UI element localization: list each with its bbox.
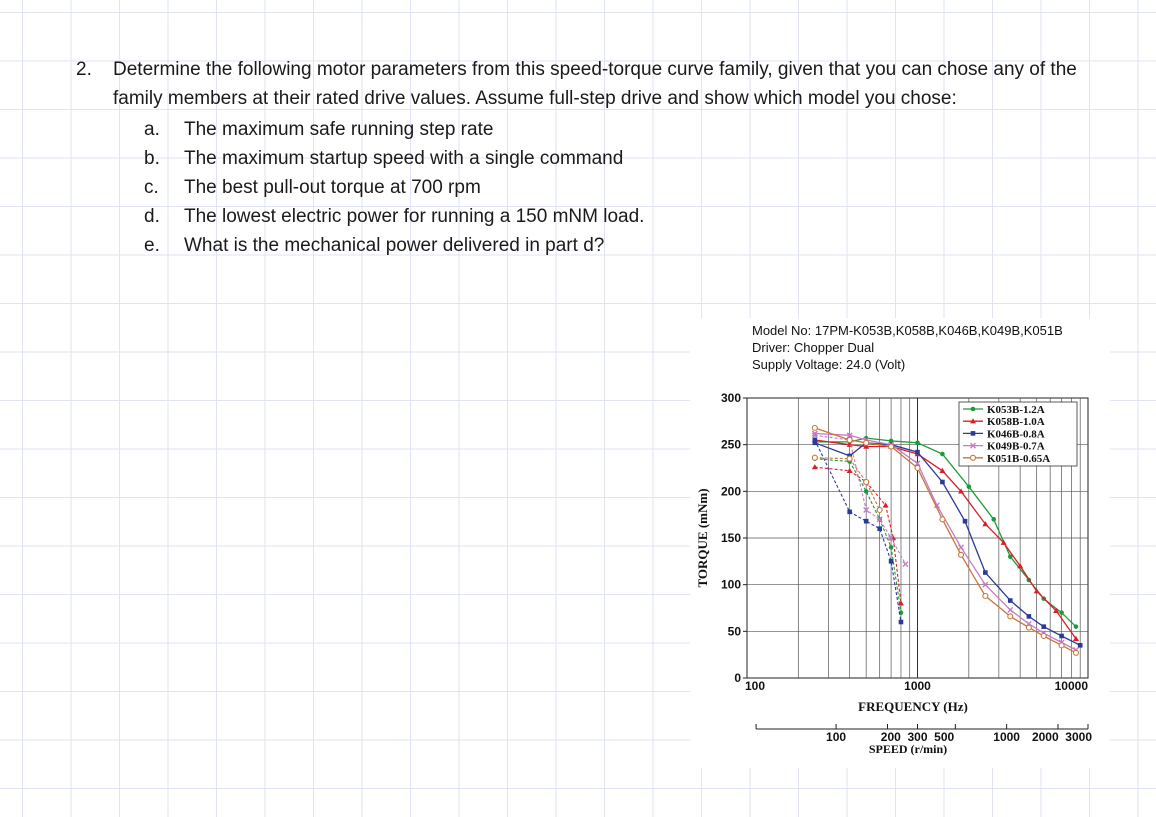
data-point-marker (940, 452, 945, 457)
data-point-marker (1008, 614, 1013, 619)
data-point-marker (889, 545, 894, 550)
question-item-label: e. (144, 235, 160, 256)
y-tick-label: 100 (720, 577, 741, 592)
data-point-marker (1027, 614, 1032, 619)
data-point-marker (864, 440, 869, 445)
data-point-marker (899, 620, 904, 625)
data-point-marker (1059, 610, 1064, 615)
legend-entry-label: K049B-0.7A (987, 440, 1045, 453)
legend-entry-label: K058B-1.0A (987, 416, 1045, 429)
x-axis-label: FREQUENCY (Hz) (858, 699, 968, 714)
question-header (76, 56, 1096, 113)
legend-entry-label: K053B-1.2A (987, 404, 1045, 416)
data-point-marker (877, 508, 882, 513)
question-item-text: The maximum startup speed with a single command (184, 148, 624, 169)
speed-torque-figure (690, 318, 1110, 768)
data-point-marker (813, 438, 818, 443)
data-point-marker (967, 484, 972, 489)
data-point-marker (1078, 643, 1083, 648)
data-point-marker (1008, 598, 1013, 603)
data-point-marker (959, 552, 964, 557)
figure-model-line: Model No: 17PM-K053B,K058B,K046B,K049B,K051B (752, 323, 1063, 338)
speed-tick-label: 2000 3000 (1031, 730, 1092, 744)
data-point-marker (864, 480, 869, 485)
data-point-marker (864, 519, 869, 524)
speed-tick-label: 100 (826, 730, 847, 744)
data-point-marker (1073, 650, 1078, 655)
data-point-marker (1059, 643, 1064, 648)
data-point-marker (1059, 634, 1064, 639)
data-point-marker (915, 450, 920, 455)
x-axis-ticks (745, 679, 1088, 693)
y-tick-label: 200 (720, 484, 741, 499)
legend-entry-label: K046B-0.8A (987, 428, 1045, 441)
data-point-marker (847, 456, 852, 461)
data-point-marker (991, 517, 996, 522)
y-tick-label: 50 (727, 624, 741, 639)
data-point-marker (812, 455, 817, 460)
data-point-marker (940, 480, 945, 485)
data-point-marker (971, 407, 976, 412)
y-axis-label: TORQUE (mNm) (695, 488, 710, 588)
data-point-marker (971, 431, 976, 436)
data-point-marker (963, 519, 968, 524)
question-number: 2. (76, 59, 92, 80)
question-block (76, 56, 1096, 260)
question-item-label: b. (144, 148, 160, 169)
question-item-text: What is the mechanical power delivered in part d? (184, 235, 605, 256)
question-item-b (144, 144, 1096, 173)
y-tick-label: 0 (734, 671, 741, 685)
question-item-label: d. (144, 206, 160, 227)
data-point-marker (1041, 634, 1046, 639)
data-point-marker (889, 559, 894, 564)
data-point-marker (915, 466, 920, 471)
x-tick-label: 10000 (1054, 679, 1088, 693)
figure-driver-line: Driver: Chopper Dual (752, 340, 875, 355)
data-point-marker (864, 489, 869, 494)
data-point-marker (1074, 624, 1079, 629)
data-point-marker (915, 441, 920, 446)
figure-voltage-line: Supply Voltage: 24.0 (Volt) (752, 357, 906, 372)
data-point-marker (971, 455, 976, 460)
speed-tick-label: 200 300 500 (880, 730, 955, 744)
question-item-text: The lowest electric power for running a 150 mNM load. (184, 206, 645, 227)
data-point-marker (1026, 625, 1031, 630)
data-point-marker (889, 444, 894, 449)
y-tick-label: 150 (720, 531, 741, 545)
data-point-marker (847, 510, 852, 515)
question-item-c (144, 173, 1096, 202)
question-item-label: c. (144, 177, 159, 198)
question-item-e (144, 231, 1096, 260)
question-item-text: The maximum safe running step rate (184, 119, 494, 140)
question-item-d (144, 202, 1096, 231)
question-intro: Determine the following motor parameters from this speed-torque curve family, given that you can chose any of the family members at their rated drive values. Assume full-step drive and show which model you chose: (113, 59, 1077, 109)
speed-axis (756, 724, 1092, 744)
data-point-marker (940, 517, 945, 522)
question-item-label: a. (144, 119, 160, 140)
legend-entry-label: K051B-0.65A (987, 452, 1051, 465)
y-tick-label: 300 (720, 391, 741, 405)
question-item-a (144, 115, 1096, 144)
data-point-marker (847, 438, 852, 443)
question-item-list (144, 115, 1096, 260)
y-tick-label: 250 (720, 437, 741, 452)
x-tick-label: 1000 (904, 679, 931, 693)
y-axis-ticks (721, 391, 747, 685)
speed-torque-chart (690, 318, 1110, 768)
speed-tick-label: 1000 (993, 730, 1020, 744)
data-point-marker (1041, 624, 1046, 629)
data-point-marker (983, 593, 988, 598)
data-point-marker (983, 570, 988, 575)
x-tick-label: 100 (745, 679, 766, 693)
data-point-marker (812, 425, 817, 430)
data-point-marker (877, 526, 882, 531)
legend (959, 402, 1077, 466)
question-item-text: The best pull-out torque at 700 rpm (184, 177, 481, 198)
speed-axis-label: SPEED (r/min) (868, 742, 948, 756)
